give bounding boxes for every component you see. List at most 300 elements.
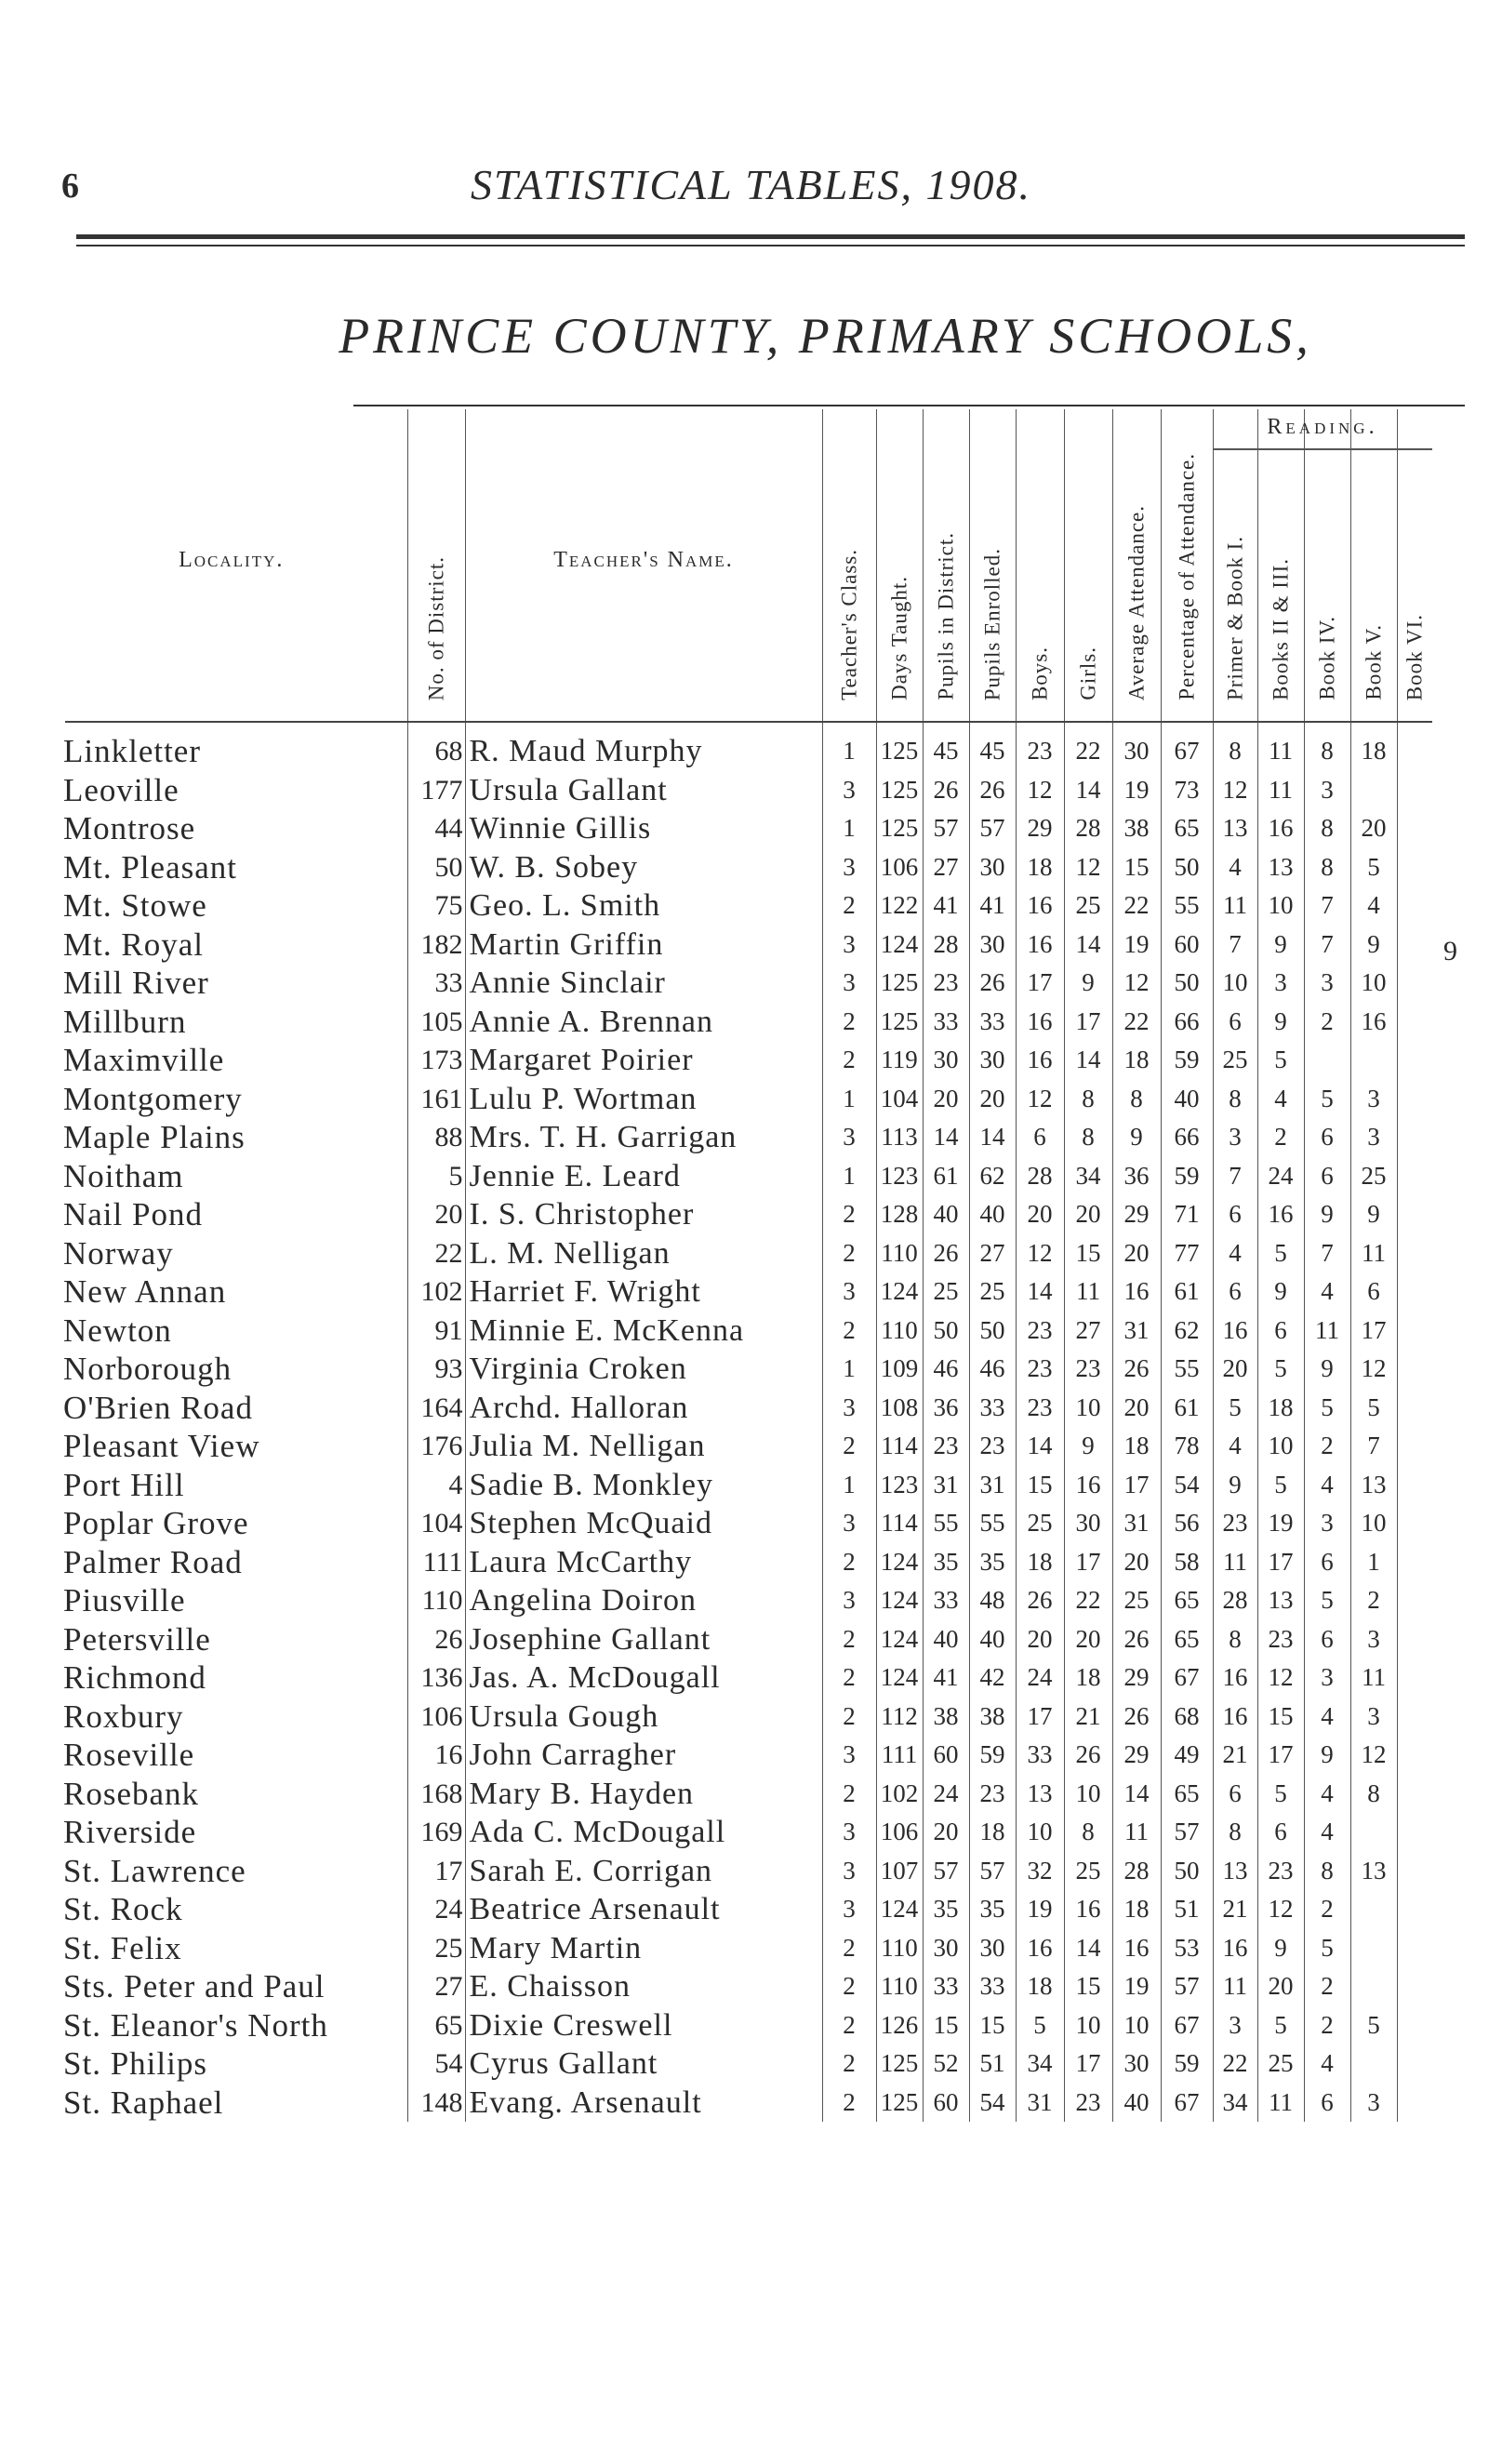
table-row [56,964,1432,1003]
cell-boys: 23 [1016,712,1064,771]
cell-boys: 20 [1016,1195,1064,1234]
cell-girls: 14 [1064,926,1112,965]
cell-teacher-class: 1 [822,1350,876,1389]
cell-days-taught: 119 [876,1041,923,1080]
cell-pupils-enrolled: 59 [969,1736,1016,1775]
cell-percentage-attendance: 50 [1161,848,1213,887]
table-header-row [56,409,1432,712]
cell-book-6 [1397,1312,1432,1351]
cell-pupils-enrolled: 51 [969,2044,1016,2084]
cell-average-attendance: 30 [1112,2044,1161,2084]
cell-percentage-attendance: 59 [1161,1157,1213,1196]
cell-locality: Mt. Pleasant [63,848,237,886]
cell-boys: 6 [1016,1118,1064,1157]
cell-girls: 21 [1064,1698,1112,1737]
table-row [56,1157,1432,1196]
cell-teacher-name: Beatrice Arsenault [465,1890,822,1929]
cell-percentage-attendance: 67 [1161,2084,1213,2123]
cell-percentage-attendance: 67 [1161,2006,1213,2045]
cell-primer-book-1: 4 [1213,1234,1257,1273]
cell-book-6 [1397,1620,1432,1659]
cell-book-5: 8 [1350,1775,1397,1814]
cell-teacher-class: 2 [822,1658,876,1698]
cell-district-number: 25 [407,1929,465,1968]
cell-book-4: 9 [1304,1350,1350,1389]
cell-book-4: 4 [1304,1272,1350,1312]
cell-days-taught: 123 [876,1466,923,1505]
table-row [56,1427,1432,1466]
cell-books-2-3: 9 [1257,1272,1304,1312]
cell-average-attendance: 29 [1112,1736,1161,1775]
cell-book-5: 12 [1350,1736,1397,1775]
cell-girls: 10 [1064,1389,1112,1428]
col-girls: Girls. [1064,409,1112,712]
cell-book-6 [1397,1967,1432,2006]
reading-group-label: Reading. [1267,415,1378,439]
cell-book-6 [1397,1658,1432,1698]
cell-locality: Norway [63,1234,174,1272]
cell-girls: 17 [1064,1003,1112,1042]
cell-teacher-class: 1 [822,809,876,848]
cell-boys: 31 [1016,2084,1064,2123]
cell-teacher-name: Mrs. T. H. Garrigan [465,1118,822,1157]
cell-boys: 16 [1016,1929,1064,1968]
table-body [56,712,1432,2122]
cell-average-attendance: 18 [1112,1890,1161,1929]
cell-teacher-name: Jennie E. Leard [465,1157,822,1196]
cell-teacher-name: Margaret Poirier [465,1041,822,1080]
cell-boys: 14 [1016,1272,1064,1312]
cell-locality: Piusville [63,1582,186,1618]
cell-pupils-enrolled: 30 [969,1041,1016,1080]
cell-average-attendance: 18 [1112,1041,1161,1080]
cell-pupils-enrolled: 41 [969,886,1016,926]
cell-teacher-name: R. Maud Murphy [465,712,822,771]
cell-boys: 24 [1016,1658,1064,1698]
cell-girls: 18 [1064,1658,1112,1698]
cell-book-4: 8 [1304,848,1350,887]
cell-primer-book-1: 16 [1213,1312,1257,1351]
cell-teacher-name: Martin Griffin [465,926,822,965]
header-rule-thin [76,245,1465,246]
cell-average-attendance: 17 [1112,1466,1161,1505]
cell-book-6 [1397,1234,1432,1273]
cell-locality: Palmer Road [63,1543,243,1580]
cell-locality: Montgomery [63,1080,243,1117]
margin-note: 9 [1443,936,1457,966]
cell-district-number: 177 [407,771,465,810]
cell-average-attendance: 18 [1112,1427,1161,1466]
cell-pupils-enrolled: 18 [969,1813,1016,1852]
cell-boys: 12 [1016,1234,1064,1273]
cell-teacher-name: Laura McCarthy [465,1543,822,1582]
cell-average-attendance: 22 [1112,886,1161,926]
table-row [56,1929,1432,1968]
cell-boys: 15 [1016,1466,1064,1505]
cell-book-5: 9 [1350,1195,1397,1234]
cell-percentage-attendance: 56 [1161,1504,1213,1543]
cell-percentage-attendance: 73 [1161,771,1213,810]
cell-books-2-3: 4 [1257,1080,1304,1119]
cell-boys: 25 [1016,1504,1064,1543]
cell-book-6 [1397,1041,1432,1080]
cell-average-attendance: 26 [1112,1698,1161,1737]
cell-books-2-3: 5 [1257,1775,1304,1814]
cell-pupils-enrolled: 20 [969,1080,1016,1119]
cell-district-number: 44 [407,809,465,848]
cell-average-attendance: 14 [1112,1775,1161,1814]
cell-girls: 10 [1064,2006,1112,2045]
cell-teacher-name: Annie Sinclair [465,964,822,1003]
cell-pupils-enrolled: 23 [969,1427,1016,1466]
cell-boys: 29 [1016,809,1064,848]
cell-teacher-class: 2 [822,1775,876,1814]
col-no-of-district: No. of District. [407,409,465,712]
cell-book-5: 4 [1350,886,1397,926]
cell-book-6 [1397,1003,1432,1042]
cell-average-attendance: 29 [1112,1195,1161,1234]
cell-books-2-3: 13 [1257,848,1304,887]
cell-book-4: 5 [1304,1581,1350,1620]
cell-book-4: 4 [1304,2044,1350,2084]
table-row [56,1967,1432,2006]
cell-average-attendance: 36 [1112,1157,1161,1196]
cell-days-taught: 124 [876,1658,923,1698]
cell-pupils-enrolled: 14 [969,1118,1016,1157]
page-number: 6 [61,166,79,206]
cell-book-5: 11 [1350,1234,1397,1273]
cell-book-6 [1397,926,1432,965]
cell-primer-book-1: 16 [1213,1698,1257,1737]
col-locality: Locality. [179,548,285,572]
cell-district-number: 110 [407,1581,465,1620]
cell-pupils-enrolled: 50 [969,1312,1016,1351]
cell-girls: 28 [1064,809,1112,848]
cell-book-5 [1350,1813,1397,1852]
cell-books-2-3: 23 [1257,1620,1304,1659]
cell-average-attendance: 20 [1112,1389,1161,1428]
cell-average-attendance: 19 [1112,771,1161,810]
cell-book-4: 2 [1304,1890,1350,1929]
cell-book-4: 7 [1304,926,1350,965]
cell-percentage-attendance: 68 [1161,1698,1213,1737]
table-row [56,1698,1432,1737]
cell-boys: 18 [1016,1967,1064,2006]
cell-book-5 [1350,1041,1397,1080]
cell-percentage-attendance: 59 [1161,2044,1213,2084]
cell-books-2-3: 10 [1257,1427,1304,1466]
cell-pupils-in-district: 35 [923,1543,969,1582]
cell-pupils-in-district: 31 [923,1466,969,1505]
cell-days-taught: 126 [876,2006,923,2045]
cell-primer-book-1: 6 [1213,1003,1257,1042]
cell-days-taught: 113 [876,1118,923,1157]
cell-teacher-class: 2 [822,2044,876,2084]
cell-locality: Sts. Peter and Paul [63,1968,326,2004]
cell-book-5: 10 [1350,964,1397,1003]
cell-teacher-class: 3 [822,964,876,1003]
table-row [56,2084,1432,2123]
cell-locality: St. Raphael [63,2084,224,2121]
cell-pupils-in-district: 25 [923,1272,969,1312]
cell-pupils-in-district: 14 [923,1118,969,1157]
cell-pupils-enrolled: 26 [969,771,1016,810]
cell-pupils-enrolled: 31 [969,1466,1016,1505]
cell-locality: Norborough [63,1351,233,1387]
cell-days-taught: 104 [876,1080,923,1119]
cell-average-attendance: 8 [1112,1080,1161,1119]
cell-books-2-3: 5 [1257,1350,1304,1389]
cell-teacher-class: 2 [822,1312,876,1351]
cell-book-5: 7 [1350,1427,1397,1466]
cell-pupils-enrolled: 33 [969,1967,1016,2006]
table-row [56,771,1432,810]
cell-pupils-enrolled: 54 [969,2084,1016,2123]
cell-primer-book-1: 8 [1213,1813,1257,1852]
cell-days-taught: 125 [876,2084,923,2123]
cell-district-number: 33 [407,964,465,1003]
cell-teacher-class: 2 [822,1234,876,1273]
table-row [56,809,1432,848]
cell-percentage-attendance: 65 [1161,1775,1213,1814]
cell-book-6 [1397,1389,1432,1428]
cell-girls: 25 [1064,1852,1112,1891]
cell-pupils-enrolled: 40 [969,1195,1016,1234]
cell-district-number: 88 [407,1118,465,1157]
cell-teacher-class: 3 [822,1813,876,1852]
cell-district-number: 54 [407,2044,465,2084]
cell-girls: 15 [1064,1967,1112,2006]
col-pupils-in-district: Pupils in District. [923,409,969,712]
cell-pupils-enrolled: 27 [969,1234,1016,1273]
cell-teacher-name: Ursula Gallant [465,771,822,810]
cell-book-4: 4 [1304,1813,1350,1852]
table-row [56,1504,1432,1543]
cell-locality: Port Hill [63,1466,185,1503]
cell-teacher-class: 3 [822,771,876,810]
cell-pupils-enrolled: 30 [969,1929,1016,1968]
cell-average-attendance: 15 [1112,848,1161,887]
cell-primer-book-1: 4 [1213,1427,1257,1466]
cell-primer-book-1: 10 [1213,964,1257,1003]
cell-locality: Roxbury [63,1698,184,1735]
cell-days-taught: 102 [876,1775,923,1814]
cell-district-number: 111 [407,1543,465,1582]
cell-locality: Rosebank [63,1775,200,1812]
cell-days-taught: 125 [876,2044,923,2084]
cell-book-6 [1397,886,1432,926]
cell-book-4: 3 [1304,964,1350,1003]
cell-pupils-enrolled: 48 [969,1581,1016,1620]
table-row [56,1003,1432,1042]
table-row [56,926,1432,965]
cell-days-taught: 123 [876,1157,923,1196]
table-row [56,1658,1432,1698]
cell-book-5: 3 [1350,2084,1397,2123]
col-boys: Boys. [1016,409,1064,712]
cell-book-6 [1397,2006,1432,2045]
cell-percentage-attendance: 77 [1161,1234,1213,1273]
cell-girls: 9 [1064,1427,1112,1466]
cell-teacher-name: Evang. Arsenault [465,2084,822,2123]
cell-days-taught: 110 [876,1234,923,1273]
cell-primer-book-1: 13 [1213,809,1257,848]
cell-percentage-attendance: 50 [1161,1852,1213,1891]
cell-book-5: 1 [1350,1543,1397,1582]
cell-days-taught: 125 [876,809,923,848]
cell-average-attendance: 40 [1112,2084,1161,2123]
cell-girls: 25 [1064,886,1112,926]
table-row [56,1312,1432,1351]
cell-pupils-in-district: 20 [923,1080,969,1119]
cell-primer-book-1: 16 [1213,1658,1257,1698]
cell-books-2-3: 16 [1257,809,1304,848]
cell-pupils-enrolled: 15 [969,2006,1016,2045]
cell-book-5: 5 [1350,1389,1397,1428]
cell-boys: 20 [1016,1620,1064,1659]
cell-book-5 [1350,2044,1397,2084]
cell-average-attendance: 16 [1112,1272,1161,1312]
cell-pupils-enrolled: 26 [969,964,1016,1003]
reading-group-rule [1213,448,1432,450]
cell-days-taught: 124 [876,1543,923,1582]
cell-teacher-name: Sarah E. Corrigan [465,1852,822,1891]
cell-book-5 [1350,1929,1397,1968]
table-row [56,1852,1432,1891]
cell-days-taught: 124 [876,1620,923,1659]
cell-district-number: 169 [407,1813,465,1852]
cell-book-5: 5 [1350,848,1397,887]
cell-pupils-in-district: 15 [923,2006,969,2045]
cell-girls: 17 [1064,2044,1112,2084]
cell-girls: 23 [1064,2084,1112,2123]
cell-books-2-3: 12 [1257,1890,1304,1929]
cell-locality: Roseville [63,1737,195,1773]
cell-pupils-in-district: 30 [923,1041,969,1080]
cell-boys: 26 [1016,1581,1064,1620]
cell-primer-book-1: 8 [1213,1080,1257,1119]
table-row [56,1234,1432,1273]
cell-boys: 16 [1016,1041,1064,1080]
title-rule [353,405,1465,406]
cell-days-taught: 124 [876,1890,923,1929]
cell-boys: 16 [1016,926,1064,965]
cell-days-taught: 106 [876,848,923,887]
cell-books-2-3: 25 [1257,2044,1304,2084]
cell-pupils-in-district: 40 [923,1620,969,1659]
cell-primer-book-1: 6 [1213,1195,1257,1234]
col-book-4: Book IV. [1304,409,1350,712]
cell-girls: 30 [1064,1504,1112,1543]
cell-book-5: 3 [1350,1080,1397,1119]
table-row [56,1041,1432,1080]
cell-locality: Mt. Stowe [63,887,207,924]
cell-district-number: 102 [407,1272,465,1312]
cell-pupils-in-district: 50 [923,1312,969,1351]
cell-girls: 15 [1064,1234,1112,1273]
cell-percentage-attendance: 71 [1161,1195,1213,1234]
cell-teacher-name: Minnie E. McKenna [465,1312,822,1351]
cell-locality: St. Philips [63,2045,207,2082]
cell-book-5: 13 [1350,1466,1397,1505]
cell-boys: 5 [1016,2006,1064,2045]
cell-days-taught: 125 [876,712,923,771]
cell-book-6 [1397,1080,1432,1119]
cell-book-5: 2 [1350,1581,1397,1620]
cell-district-number: 16 [407,1736,465,1775]
cell-books-2-3: 5 [1257,2006,1304,2045]
cell-teacher-class: 1 [822,1080,876,1119]
cell-district-number: 22 [407,1234,465,1273]
cell-girls: 11 [1064,1272,1112,1312]
cell-percentage-attendance: 61 [1161,1389,1213,1428]
cell-book-4: 4 [1304,1698,1350,1737]
cell-boys: 14 [1016,1427,1064,1466]
cell-primer-book-1: 23 [1213,1504,1257,1543]
cell-teacher-name: Archd. Halloran [465,1389,822,1428]
cell-primer-book-1: 11 [1213,886,1257,926]
cell-percentage-attendance: 61 [1161,1272,1213,1312]
cell-days-taught: 125 [876,964,923,1003]
cell-book-6 [1397,2044,1432,2084]
col-pupils-enrolled: Pupils Enrolled. [969,409,1016,712]
cell-teacher-class: 1 [822,1157,876,1196]
cell-percentage-attendance: 50 [1161,964,1213,1003]
cell-primer-book-1: 28 [1213,1581,1257,1620]
cell-teacher-class: 3 [822,1736,876,1775]
table-row [56,1466,1432,1505]
cell-books-2-3: 15 [1257,1698,1304,1737]
cell-teacher-name: Stephen McQuaid [465,1504,822,1543]
cell-pupils-in-district: 33 [923,1967,969,2006]
cell-district-number: 5 [407,1157,465,1196]
cell-book-6 [1397,1775,1432,1814]
cell-days-taught: 124 [876,1581,923,1620]
cell-days-taught: 112 [876,1698,923,1737]
cell-book-4: 6 [1304,1543,1350,1582]
cell-pupils-in-district: 33 [923,1581,969,1620]
cell-girls: 16 [1064,1466,1112,1505]
cell-teacher-class: 1 [822,1466,876,1505]
cell-percentage-attendance: 55 [1161,886,1213,926]
cell-book-6 [1397,771,1432,810]
cell-teacher-name: W. B. Sobey [465,848,822,887]
cell-boys: 19 [1016,1890,1064,1929]
table-row [56,2044,1432,2084]
cell-book-6 [1397,1157,1432,1196]
col-percentage-attendance: Percentage of Attendance. [1161,409,1213,712]
cell-primer-book-1: 11 [1213,1543,1257,1582]
cell-average-attendance: 9 [1112,1118,1161,1157]
cell-district-number: 26 [407,1620,465,1659]
cell-book-4: 8 [1304,712,1350,771]
running-title: STATISTICAL TABLES, 1908. [471,161,1031,208]
cell-girls: 14 [1064,1041,1112,1080]
cell-teacher-name: Josephine Gallant [465,1620,822,1659]
cell-teacher-class: 2 [822,1041,876,1080]
cell-teacher-name: Jas. A. McDougall [465,1658,822,1698]
cell-primer-book-1: 8 [1213,712,1257,771]
cell-book-6 [1397,2084,1432,2123]
cell-boys: 12 [1016,1080,1064,1119]
cell-pupils-in-district: 46 [923,1350,969,1389]
cell-book-6 [1397,1581,1432,1620]
cell-locality: Pleasant View [63,1428,260,1464]
cell-teacher-name: Sadie B. Monkley [465,1466,822,1505]
cell-books-2-3: 9 [1257,1003,1304,1042]
cell-book-6 [1397,1504,1432,1543]
cell-percentage-attendance: 57 [1161,1967,1213,2006]
